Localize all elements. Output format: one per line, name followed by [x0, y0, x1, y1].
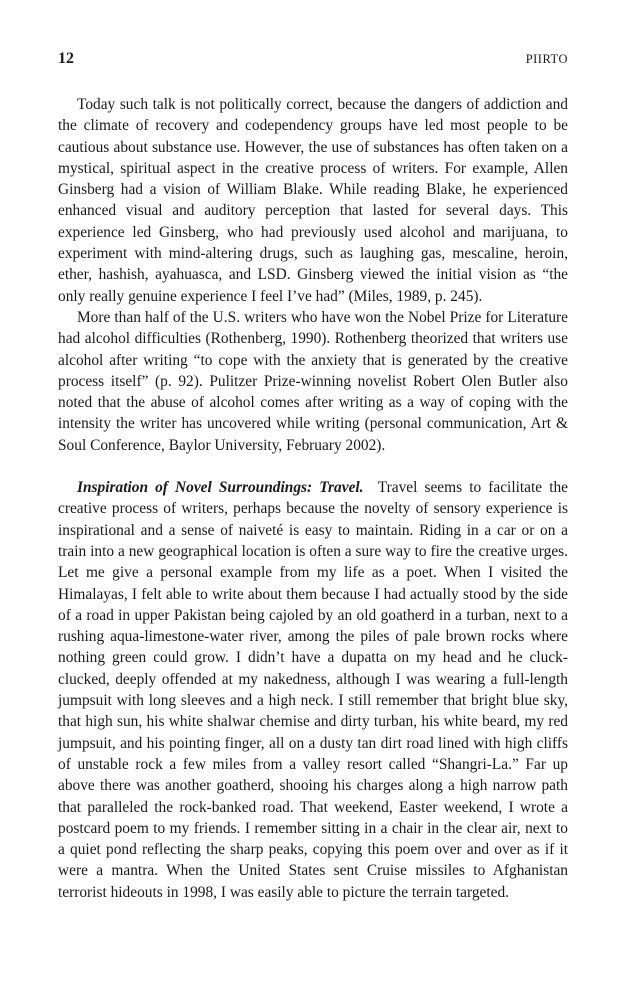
page-number: 12 [58, 50, 74, 67]
body-paragraph-2: More than half of the U.S. writers who have won the Nobel Prize for Literature had alcohol difficulties (Rothenberg, 1990). Rothenberg theorized that writers use alcohol after writing “to cope with the anxiety that is generated by the creative process itself” (p. 92). Pulitzer Prize-winning novelist Robert Olen Butler also noted that the abuse of alcohol comes after writing as a way of coping with the intensity the writer has uncovered while writing (personal communication, Art & Soul Conference, Baylor University, February 2002). [58, 308, 568, 454]
book-page [58, 50, 568, 903]
section-heading: Inspiration of Novel Surroundings: Travel. [77, 479, 364, 497]
section-paragraph [58, 477, 568, 903]
running-title: PIIRTO [525, 52, 568, 66]
section-body-text: Travel seems to facilitate the creative process of writers, perhaps because the novelty of sensory experience is inspirational and a sense of naiveté is easy to maintain. Riding in a car or on a train into a new geographical location is often a sure way to fire the creative urges. Let me give a personal example from my life as a poet. When I visited the Himalayas, I felt able to write about them because I had actually stood by the side of a road in upper Pakistan being cajoled by an old goatherd in a turban, next to a rushing aqua-limestone-water river, among the piles of pale brown rocks where nothing green could grow. I didn’t have a dupatta on my head and he cluck-clucked, deeply offended at my nakedness, although I was wearing a full-length jumpsuit with long sleeves and a high neck. I still remember that bright blue sky, that high sun, his white shalwar chemise and dirty turban, his white beard, my red jumpsuit, and his pointing finger, all on a dusty tan dirt road lined with high cliffs of unstable rock a few miles from a valley resort called “Shangri-La.” Far up above there was another goatherd, shooing his charges along a high narrow path that paralleled the rock-banked road. That weekend, Easter weekend, I wrote a postcard poem to my friends. I remember sitting in a chair in the clear air, next to a quiet pond reflecting the sharp peaks, copying this poem over and over as if it were a mantra. When the United States sent Cruise missiles to Afghanistan terrorist hideouts in 1998, I was easily able to picture the terrain targeted. [58, 479, 569, 901]
running-head [58, 50, 568, 76]
body-paragraph-1: Today such talk is not politically correct, because the dangers of addiction and the climate of recovery and codependency groups have led most people to be cautious about substance use. However, the use of substances has often taken on a mystical, spiritual aspect in the creative process of writers. For example, Allen Ginsberg had a vision of William Blake. While reading Blake, he experienced enhanced visual and auditory perception that lasted for several days. This experience led Ginsberg, who had previously used alcohol and marijuana, to experiment with mind-altering drugs, such as laughing gas, mescaline, heroin, ether, hashish, ayahuasca, and LSD. Ginsberg viewed the initial vision as “the only really genuine experience I feel I’ve had” (Miles, 1989, p. 245). [58, 96, 568, 305]
